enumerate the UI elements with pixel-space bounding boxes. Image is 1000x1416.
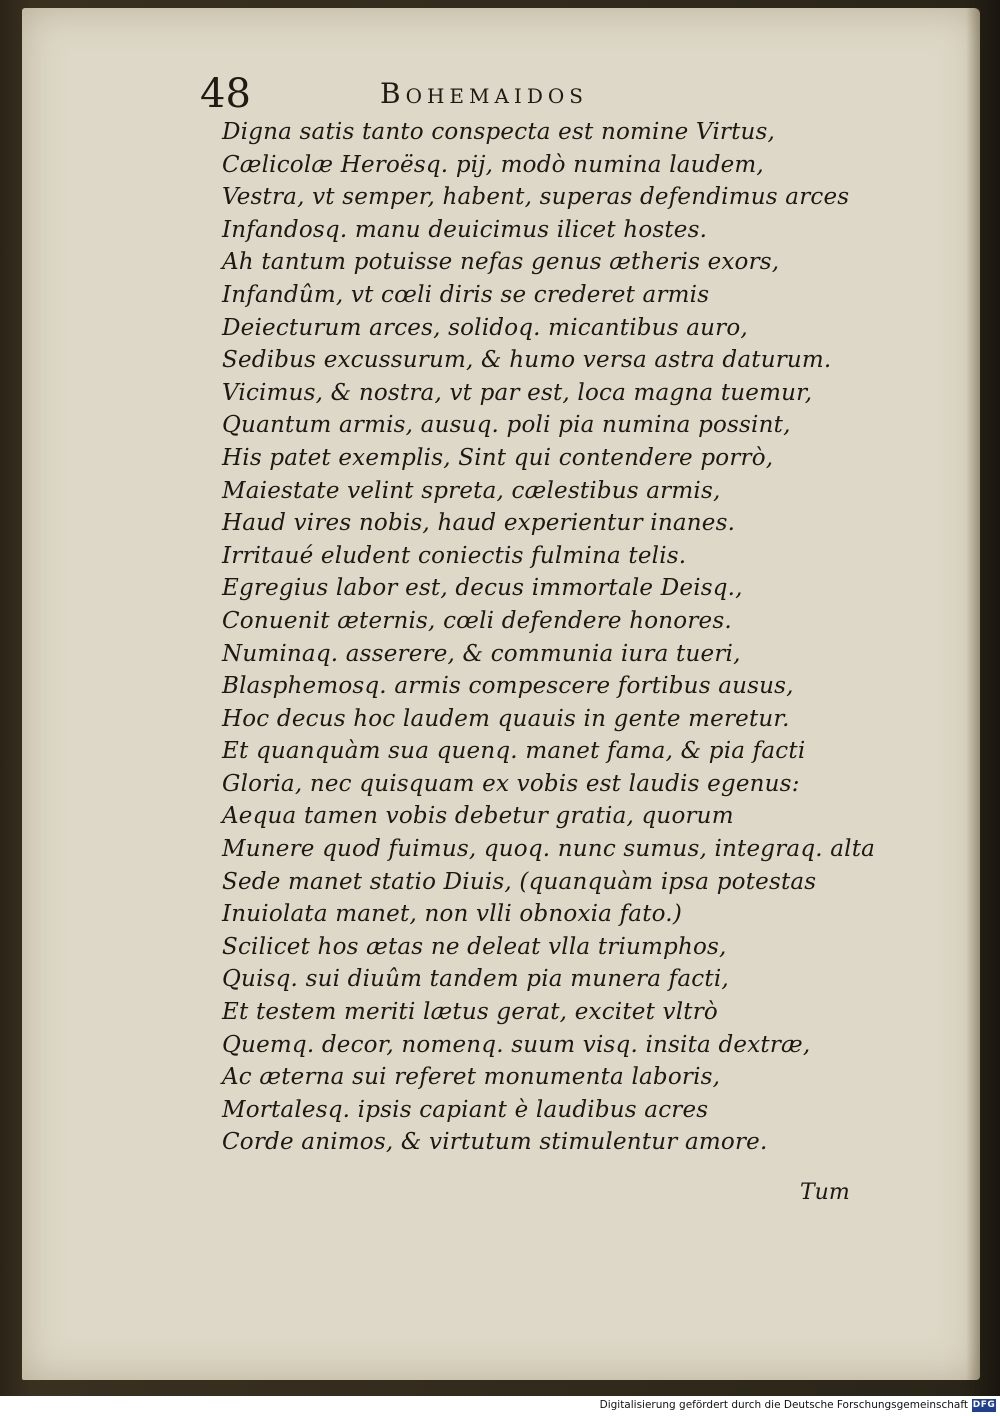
verse-line: Numinaq. asserere, & communia iura tueri, [222, 640, 741, 667]
running-head [200, 70, 840, 120]
running-title: Bohemaidos [380, 77, 588, 110]
verse-line: Scilicet hos ætas ne deleat vlla triumphos, [222, 933, 727, 960]
catchword: Tum [800, 1180, 850, 1205]
verse-line: His patet exemplis, Sint qui contendere porrò, [222, 444, 774, 471]
verse-line: Quisq. sui diuûm tandem pia munera facti, [222, 966, 729, 993]
credit-text: Digitalisierung gefördert durch die Deutsche Forschungsgemeinschaft [599, 1399, 968, 1411]
verse-line: Aequa tamen vobis debetur gratia, quorum [222, 803, 734, 830]
verse-line: Hoc decus hoc laudem quauis in gente meretur. [222, 705, 790, 732]
verse-line: Infandosq. manu deuicimus ilicet hostes. [222, 216, 708, 243]
verse-line: Inuiolata manet, non vlli obnoxia fato.) [222, 901, 682, 928]
verse-block [222, 116, 876, 1159]
verse-line: Quantum armis, ausuq. poli pia numina possint, [222, 412, 791, 439]
verse-line: Et testem meriti lætus gerat, excitet vltrò [222, 999, 718, 1026]
verse-line: Quemq. decor, nomenq. suum visq. insita dextræ, [222, 1031, 811, 1058]
verse-line: Deiecturum arces, solidoq. micantibus auro, [222, 314, 748, 341]
verse-line: Gloria, nec quisquam ex vobis est laudis egenus: [222, 770, 800, 797]
verse-line: Et quanquàm sua quenq. manet fama, & pia facti [222, 738, 806, 765]
verse-line: Ah tantum potuisse nefas genus ætheris exors, [222, 249, 780, 276]
verse-line: Sedibus excussurum, & humo versa astra daturum. [222, 347, 832, 374]
verse-line: Cælicolæ Heroësq. pij, modò numina laudem, [222, 151, 764, 178]
verse-line: Egregius labor est, decus immortale Deisq., [222, 575, 743, 602]
verse-line: Sede manet statio Diuis, (quanquàm ipsa potestas [222, 868, 817, 895]
page-number: 48 [200, 71, 251, 117]
page-edge-shadow [966, 8, 980, 1380]
verse-line: Vestra, vt semper, habent, superas defendimus arces [222, 184, 850, 211]
verse-line: Corde animos, & virtutum stimulentur amore. [222, 1129, 768, 1156]
verse-line: Munere quod fuimus, quoq. nunc sumus, integraq. alta [222, 836, 876, 863]
verse-line: Vicimus, & nostra, vt par est, loca magna tuemur, [222, 379, 813, 406]
credit-bar [0, 1396, 1000, 1416]
verse-line: Conuenit æternis, cœli defendere honores. [222, 607, 732, 634]
verse-line: Irritaué eludent coniectis fulmina telis. [222, 542, 687, 569]
verse-line: Mortalesq. ipsis capiant è laudibus acres [222, 1096, 709, 1123]
verse-line: Blasphemosq. armis compescere fortibus ausus, [222, 673, 794, 700]
verse-line: Digna satis tanto conspecta est nomine Virtus, [222, 119, 776, 145]
dfg-logo: DFG [972, 1400, 996, 1410]
verse-line: Ac æterna sui referet monumenta laboris, [222, 1064, 721, 1091]
verse-line: Haud vires nobis, haud experientur inanes. [222, 510, 736, 537]
verse-line: Infandûm, vt cœli diris se crederet armis [222, 281, 710, 308]
verse-line: Maiestate velint spreta, cælestibus armis, [222, 477, 721, 504]
